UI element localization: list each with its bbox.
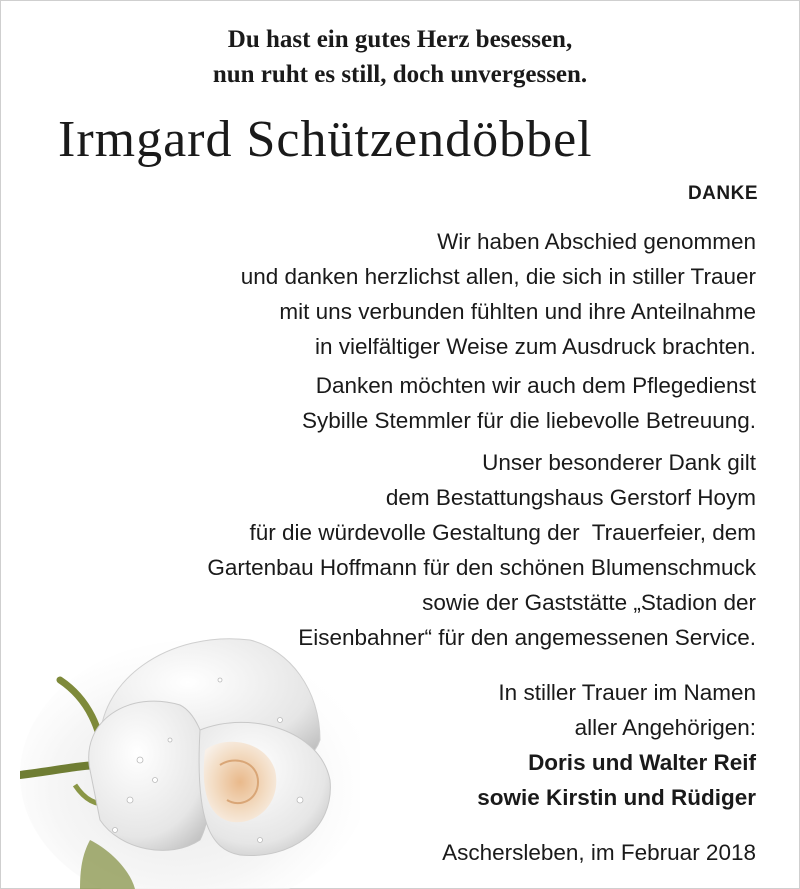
text-line: Unser besonderer Dank gilt [482,450,756,475]
place-date: Aschersleben, im Februar 2018 [442,840,756,865]
text-line: für die würdevolle Gestaltung der Trauerfeier, dem [249,520,756,545]
text-line: Danken möchten wir auch dem Pflegedienst [315,373,756,398]
text-line: mit uns verbunden fühlten und ihre Anteilnahme [279,299,756,324]
signature-block [477,675,756,815]
text-line: sowie der Gaststätte „Stadion der [422,590,756,615]
text-line: Eisenbahner“ für den angemessenen Service. [298,625,756,650]
thanks-paragraph-3 [207,445,756,655]
text-line: dem Bestattungshaus Gerstorf Hoym [385,485,756,510]
thanks-paragraph-1 [241,224,756,364]
text-line: Wir haben Abschied genommen [437,229,756,254]
heading-danke: DANKE [687,183,758,204]
text-line: Sybille Stemmler für die liebevolle Betreuung. [302,408,756,433]
signature-names: sowie Kirstin und Rüdiger [477,785,756,810]
thanks-paragraph-2 [302,368,756,438]
deceased-name: Irmgard Schützendöbbel [58,111,593,168]
text-line: Gartenbau Hoffmann für den schönen Blumenschmuck [207,555,756,580]
signature-intro: aller Angehörigen: [574,715,756,740]
text-line: und danken herzlichst allen, die sich in stiller Trauer [240,264,756,289]
signature-intro: In stiller Trauer im Namen [498,680,756,705]
motto-line: Du hast ein gutes Herz besessen, [227,26,573,53]
text-line: in vielfältiger Weise zum Ausdruck brachten. [314,334,756,359]
signature-names: Doris und Walter Reif [528,750,756,775]
motto [0,22,800,92]
motto-line: nun ruht es still, doch unvergessen. [212,61,588,88]
